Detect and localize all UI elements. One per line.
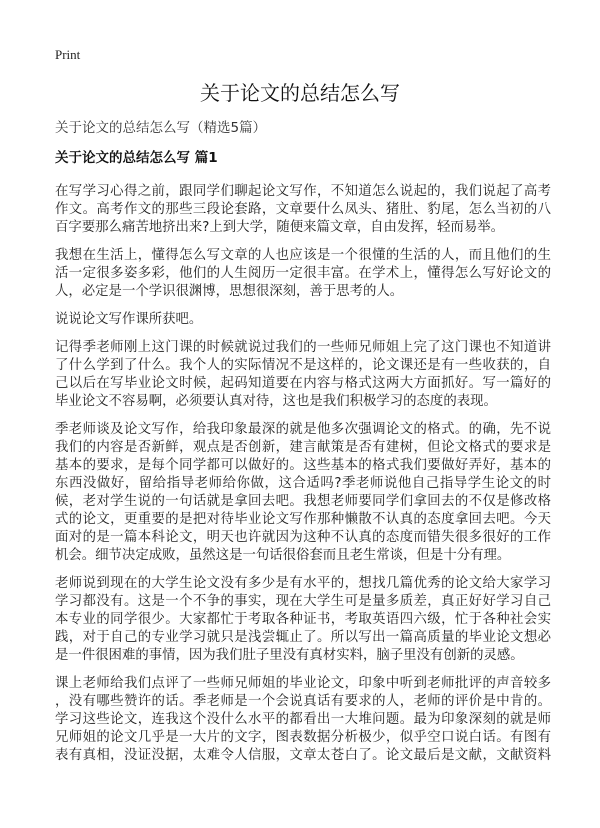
paragraph (55, 421, 551, 565)
document-body (55, 183, 551, 775)
paragraph-line: 说说论文写作课所获吧。 (55, 312, 203, 327)
paragraph-line: 基本的要求，是每个同学都可以做好的。这些基本的格式我们要做好弄好，基本的 (55, 458, 551, 473)
paragraph-line: 毕业论文不容易啊，必须要认真对待，这也是我们积极学习的态度的表现。 (55, 394, 497, 409)
paragraph (55, 247, 551, 301)
paragraph (55, 183, 551, 237)
paragraph-line: 我想在生活上，懂得怎么写文章的人也应该是一个很懂的生活的人，而且他们的生 (55, 248, 551, 263)
paragraph-line: 学习都没有。这是一个不争的事实，现在大学生可是量多质差，真正好好学习自己 (55, 594, 551, 609)
paragraph (55, 311, 551, 329)
paragraph-line: 表有真相，没证没据，太难令人信服，文章太苍白了。论文最后是文献，文献资料 (55, 748, 551, 763)
paragraph-line: 是一件很困难的事情，因为我们肚子里没有真材实料，脑子里没有创新的灵感。 (55, 648, 524, 663)
paragraph-line: 本专业的同学很少。大家都忙于考取各种证书，考取英语四六级，忙于各种社会实 (55, 612, 551, 627)
paragraph-line: 兄师姐的论文几乎是一大片的文字，图表数据分析极少，似乎空口说白话。有图有 (55, 730, 551, 745)
paragraph-line: 老师说到现在的大学生论文没有多少是有水平的，想找几篇优秀的论文给大家学习 (55, 576, 551, 591)
paragraph-line: ，没有哪些赞许的话。季老师是一个会说真话有要求的人，老师的评价是中肯的。 (55, 694, 551, 709)
paragraph-line: 式的论文，更重要的是把对待毕业论文写作那种懒散不认真的态度拿回去吧。今天 (55, 512, 551, 527)
paragraph-line: 百字要那么痛苦地挤出来?上到大学，随便来篇文章，自由发挥，轻而易举。 (55, 220, 504, 235)
paragraph-line: 践，对于自己的专业学习就只是浅尝辄止了。所以写出一篇高质量的毕业论文想必 (55, 630, 551, 645)
paragraph-line: 在写学习心得之前，跟同学们聊起论文写作，不知道怎么说起的，我们说起了高考 (55, 184, 551, 199)
paragraph-line: 候，老对学生说的一句话就是拿回去吧。我想老师要同学们拿回去的不仅是修改格 (55, 494, 551, 509)
paragraph-line: 活一定很多姿多彩，他们的人生阅历一定很丰富。在学术上，懂得怎么写好论文的 (55, 266, 551, 281)
paragraph (55, 675, 551, 765)
document-subtitle: 关于论文的总结怎么写（精选5篇） (55, 120, 267, 136)
paragraph-line: 作文。高考作文的那些三段论套路，文章要什么凤头、猪肚、豹尾，怎么当初的八 (55, 202, 551, 217)
paragraph (55, 339, 551, 411)
paragraph-line: 人，必定是一个学识很渊博，思想很深刻，善于思考的人。 (55, 284, 404, 299)
paragraph-line: 己以后在写毕业论文时候，起码知道要在内容与格式这两大方面抓好。写一篇好的 (55, 376, 551, 391)
document-title: 关于论文的总结怎么写 (200, 81, 400, 105)
paragraph-line: 东西没做好，留给指导老师给你做，这合适吗?季老师说他自己指导学生论文的时 (55, 476, 551, 491)
paragraph-line: 机会。细节决定成败，虽然这是一句话很俗套而且老生常谈，但是十分有理。 (55, 548, 511, 563)
paragraph-line: 记得季老师刚上这门课的时候就说过我们的一些师兄师姐上完了这门课也不知道讲 (55, 340, 551, 355)
paragraph-line: 学习这些论文，连我这个没什么水平的都看出一大堆问题。最为印象深刻的就是师 (55, 712, 551, 727)
print-link[interactable]: Print (55, 47, 81, 62)
section-heading: 关于论文的总结怎么写 篇1 (55, 150, 218, 166)
paragraph-line: 季老师谈及论文写作，给我印象最深的就是他多次强调论文的格式。的确，先不说 (55, 422, 551, 437)
paragraph (55, 575, 551, 665)
paragraph-line: 了什么学到了什么。我个人的实际情况不是这样的，论文课还是有一些收获的，自 (55, 358, 551, 373)
paragraph-line: 课上老师给我们点评了一些师兄师姐的毕业论文，印象中听到老师批评的声音较多 (55, 676, 551, 691)
paragraph-line: 我们的内容是否新鲜，观点是否创新，建言献策是否有建树，但论文格式的要求是 (55, 440, 551, 455)
paragraph-line: 面对的是一篇本科论文，明天也许就因为这种不认真的态度而错失很多很好的工作 (55, 530, 551, 545)
